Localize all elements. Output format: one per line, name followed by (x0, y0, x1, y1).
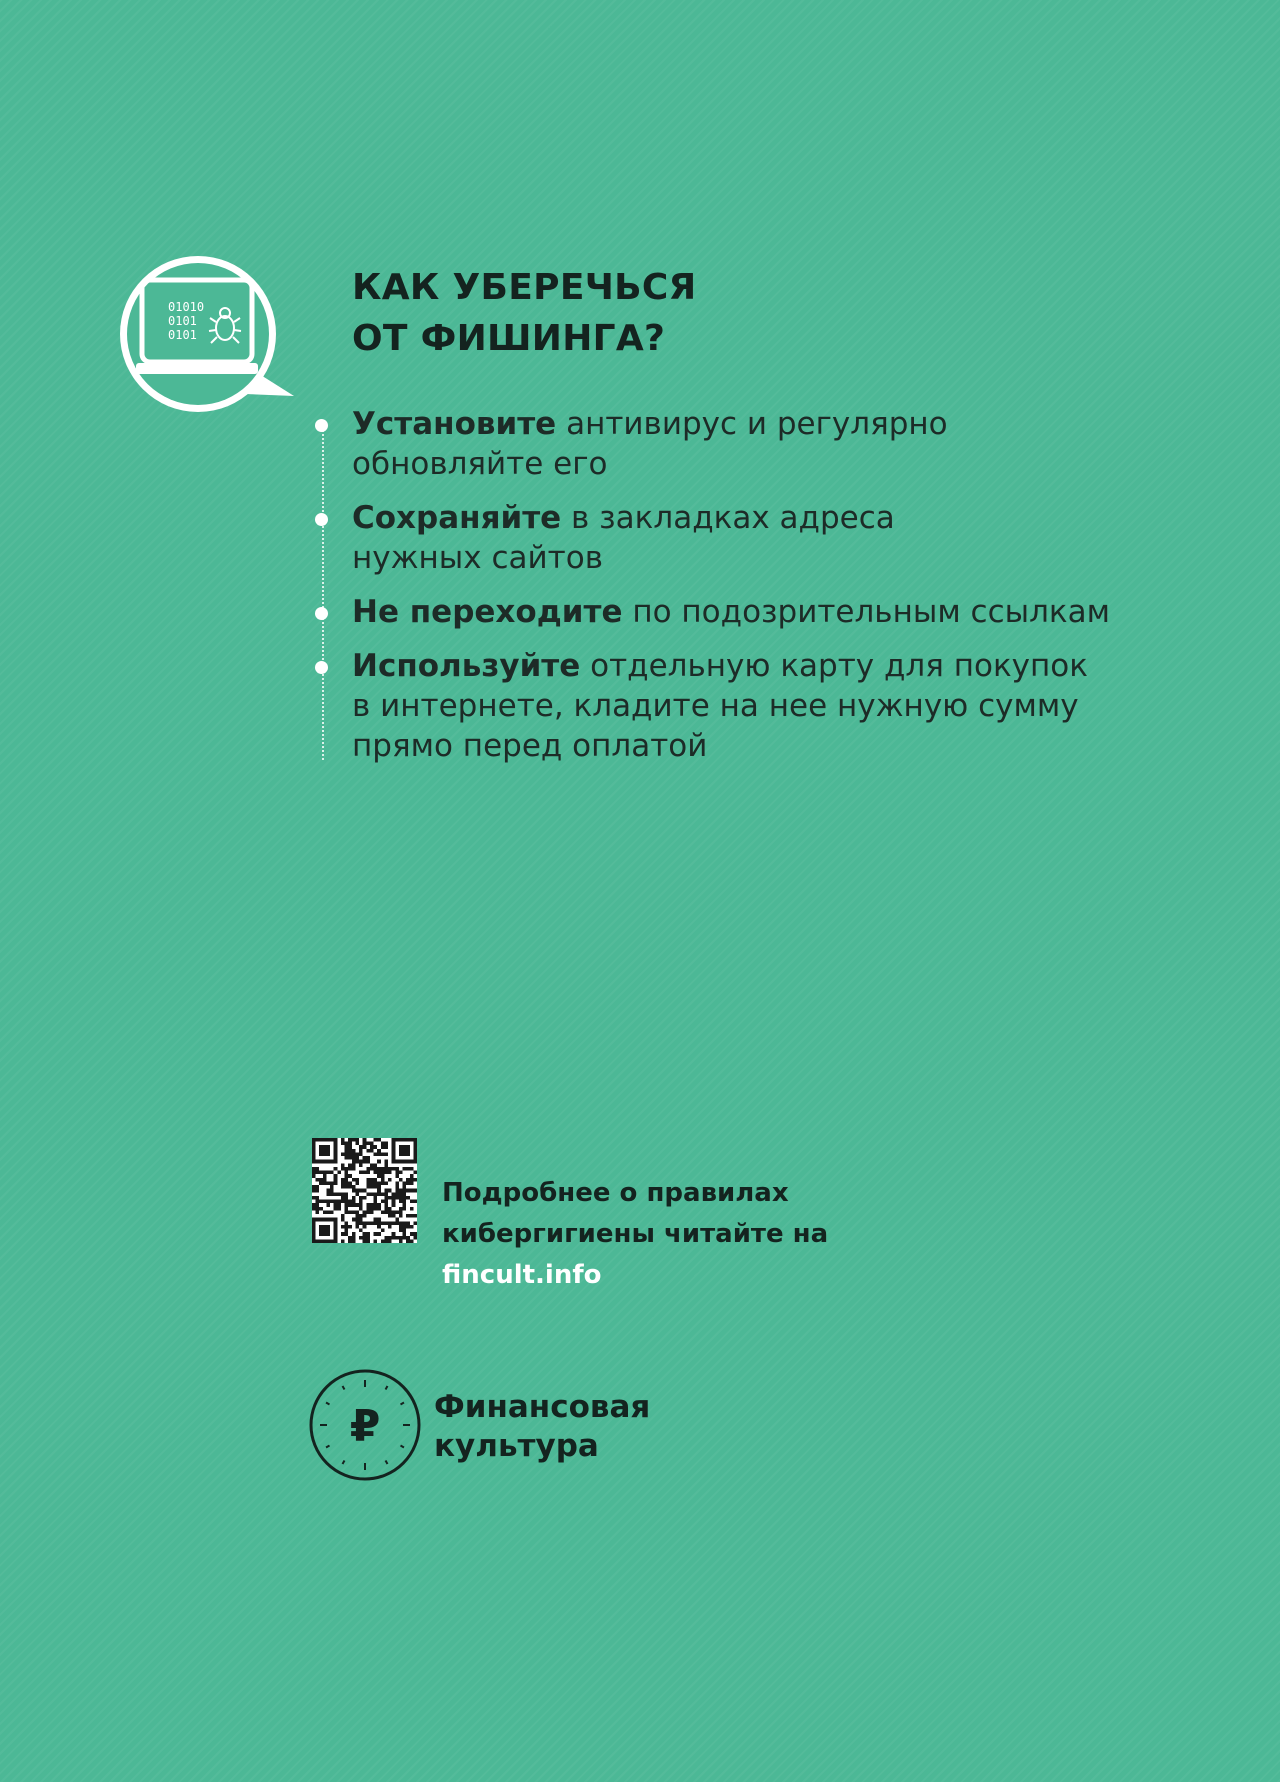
binary-line: 01010 (168, 300, 205, 314)
tip-text: отдельную карту для покупок (580, 648, 1088, 684)
tip-text: нужных сайтов (352, 540, 603, 576)
brand-line-2: культура (434, 1428, 599, 1464)
more-info-line-2 (442, 1214, 828, 1296)
tip-bold: Установите (352, 406, 557, 442)
more-info-line-1: Подробнее о правилах (442, 1178, 789, 1208)
fincult-link[interactable]: fincult.info (442, 1260, 602, 1290)
more-info-line-2-text: кибергигиены читайте на (442, 1219, 829, 1249)
tips-list (352, 404, 1252, 780)
page-title (352, 262, 697, 364)
tips-dotted-line (322, 430, 324, 760)
list-item (352, 592, 1252, 632)
ruble-clock-logo (308, 1368, 422, 1482)
laptop-bug-icon (118, 254, 298, 414)
ruble-icon: ₽ (349, 1401, 381, 1452)
tip-text: в интернете, кладите на нее нужную сумму (352, 688, 1079, 724)
binary-line: 0101 (168, 328, 197, 342)
binary-line: 0101 (168, 314, 197, 328)
qr-code[interactable] (312, 1138, 417, 1243)
tip-text: по подозрительным ссылкам (622, 594, 1111, 630)
title-line-1: КАК УБЕРЕЧЬСЯ (352, 267, 697, 308)
tip-text: антивирус и регулярно (556, 406, 948, 442)
tip-bold: Не переходите (352, 594, 623, 630)
list-item (352, 646, 1252, 766)
title-line-2: ОТ ФИШИНГА? (352, 318, 666, 359)
qr-code-image (312, 1138, 417, 1243)
brand-name (434, 1388, 650, 1466)
tip-text: обновляйте его (352, 446, 608, 482)
tip-text: в закладках адреса (561, 500, 895, 536)
list-item (352, 404, 1252, 484)
brand-line-1: Финансовая (434, 1389, 651, 1425)
more-info-text (442, 1173, 828, 1296)
tip-bold: Используйте (352, 648, 581, 684)
tip-bold: Сохраняйте (352, 500, 562, 536)
tip-text: прямо перед оплатой (352, 728, 708, 764)
list-item (352, 498, 1252, 578)
